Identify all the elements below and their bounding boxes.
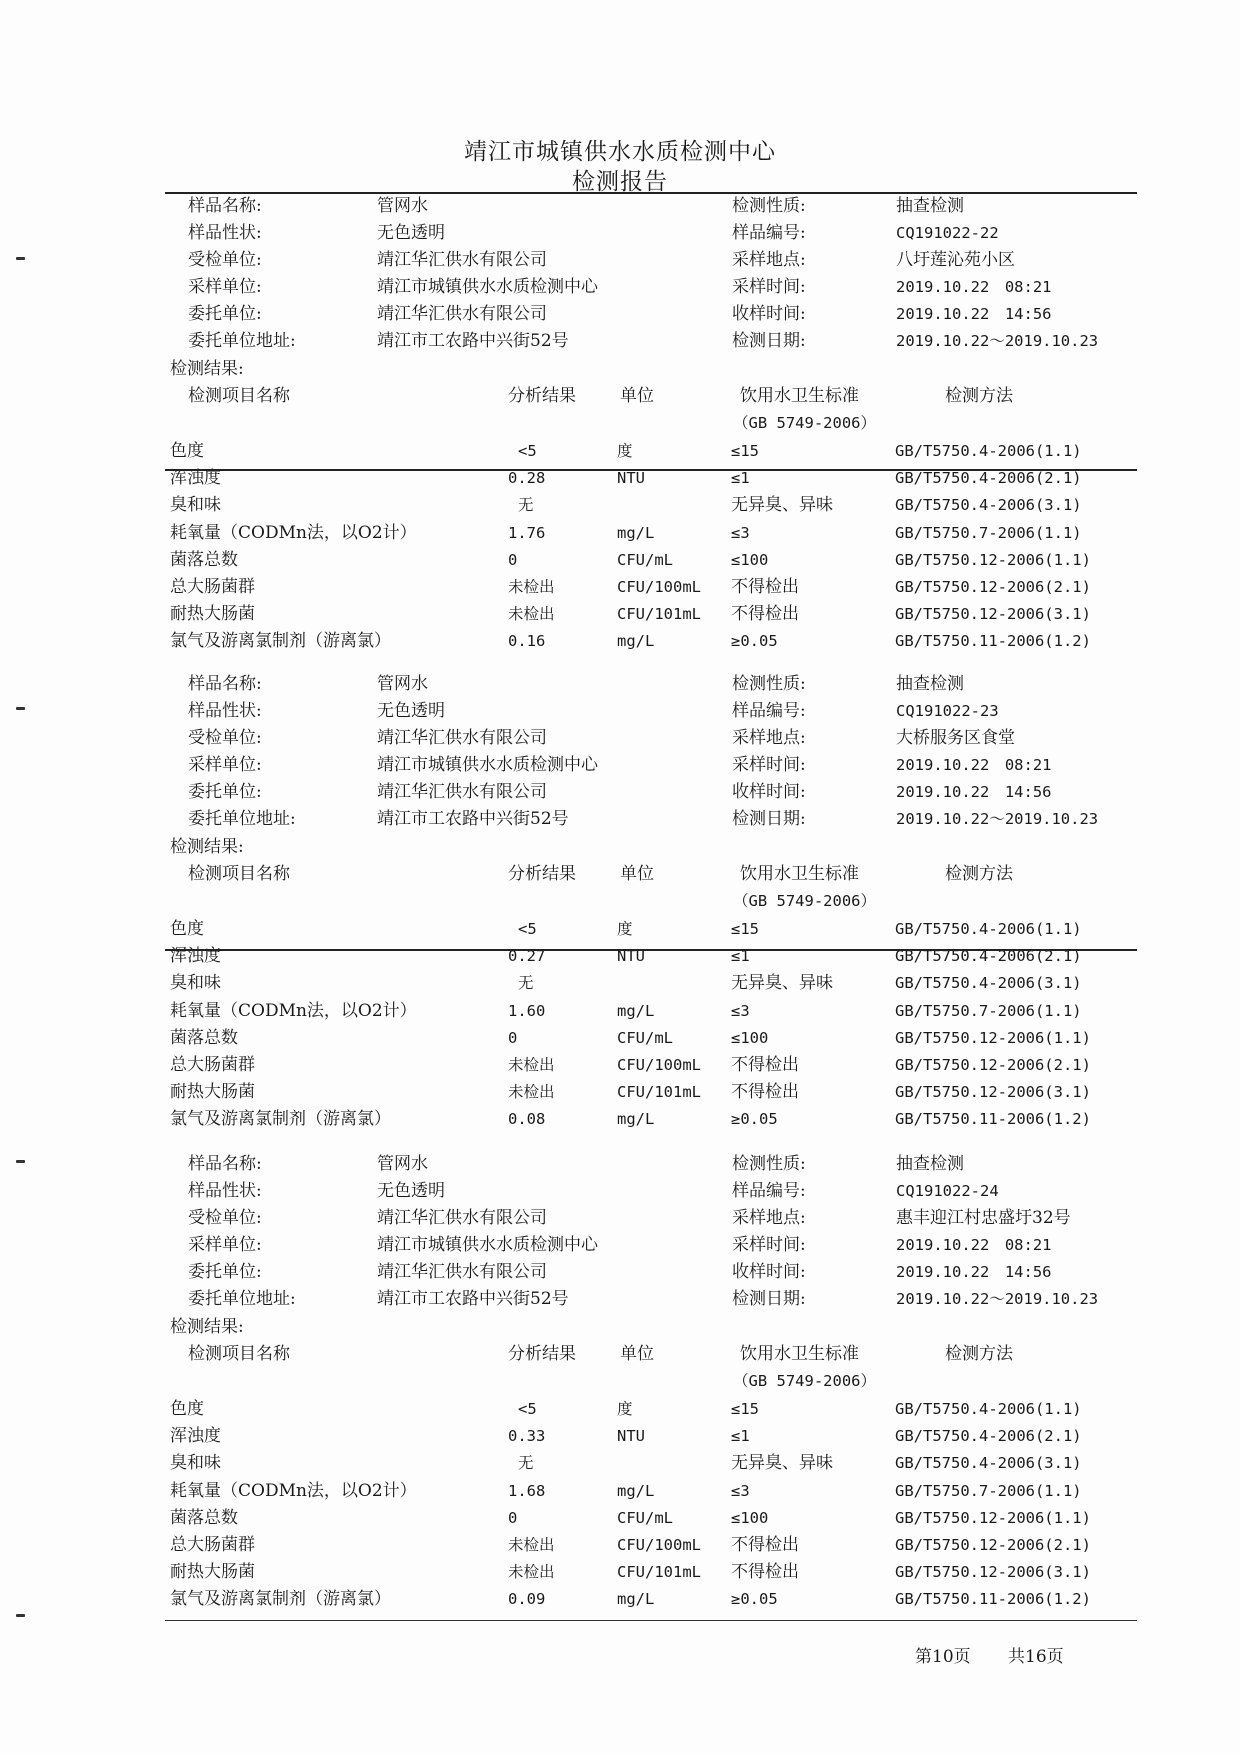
- report-org-title: 靖江市城镇供水水质检测中心: [464, 139, 776, 165]
- cell-standard: 无异臭、异味: [731, 1453, 833, 1474]
- cell-item: 氯气及游离氯制剂（游离氯）: [170, 1109, 391, 1130]
- info-value-sampling-site: 惠丰迎江村忠盛圩32号: [896, 1208, 1071, 1228]
- info-value-sampling-unit: 靖江市城镇供水水质检测中心: [377, 277, 598, 297]
- cell-method: GB/T5750.11-2006(1.2): [895, 1110, 1091, 1129]
- info-value-sampling-site: 大桥服务区食堂: [896, 728, 1015, 748]
- report-doc-title: 检测报告: [572, 169, 668, 195]
- cell-method: GB/T5750.4-2006(2.1): [895, 1427, 1082, 1446]
- info-value-sampling-unit: 靖江市城镇供水水质检测中心: [377, 755, 598, 775]
- info-value-sample-name: 管网水: [377, 1154, 428, 1174]
- cell-standard: ≥0.05: [731, 1590, 778, 1609]
- column-header-method: 检测方法: [945, 1344, 1013, 1364]
- column-header-standard-sub: （GB 5749-2006）: [733, 414, 876, 432]
- cell-method: GB/T5750.4-2006(1.1): [895, 442, 1082, 460]
- info-value-receive-time: 2019.10.22 14:56: [896, 1263, 1052, 1281]
- cell-result: 未检出: [508, 1083, 555, 1102]
- cell-standard: ≤100: [731, 1028, 769, 1047]
- sample-block: [0, 0, 1240, 652]
- cell-method: GB/T5750.12-2006(3.1): [895, 1083, 1091, 1102]
- info-label-sample-name: 样品名称:: [188, 674, 262, 694]
- info-value-client-address: 靖江市工农路中兴街52号: [377, 809, 569, 829]
- info-label-sampling-site: 采样地点:: [732, 728, 806, 748]
- cell-standard: ≤3: [731, 523, 750, 542]
- cell-item: 色度: [170, 441, 204, 461]
- cell-result: 未检出: [508, 1563, 555, 1582]
- cell-standard: ≥0.05: [731, 1110, 778, 1129]
- info-value-sample-state: 无色透明: [377, 223, 445, 243]
- info-label-sample-name: 样品名称:: [188, 196, 262, 216]
- cell-item: 浑浊度: [170, 1426, 221, 1447]
- info-label-client-address: 委托单位地址:: [188, 331, 296, 351]
- info-label-test-date: 检测日期:: [732, 1289, 806, 1309]
- cell-result: 无: [518, 496, 534, 515]
- cell-method: GB/T5750.12-2006(1.1): [895, 550, 1091, 569]
- cell-method: GB/T5750.4-2006(1.1): [895, 920, 1082, 938]
- info-value-sample-no: CQ191022-22: [896, 224, 999, 242]
- cell-unit: mg/L: [617, 1110, 655, 1129]
- info-value-sampling-site: 八圩莲沁苑小区: [896, 250, 1015, 270]
- cell-item: 臭和味: [170, 495, 221, 516]
- column-header-standard: 饮用水卫生标准: [740, 386, 859, 406]
- cell-method: GB/T5750.12-2006(3.1): [895, 605, 1091, 624]
- info-label-client-unit: 委托单位:: [188, 1262, 262, 1282]
- cell-item: 耐热大肠菌: [170, 604, 255, 625]
- cell-unit: CFU/100mL: [617, 578, 701, 596]
- cell-result: 0: [508, 1508, 518, 1527]
- info-value-inspected-unit: 靖江华汇供水有限公司: [377, 250, 547, 270]
- cell-standard: ≥0.05: [731, 632, 778, 651]
- info-label-client-unit: 委托单位:: [188, 782, 262, 802]
- info-value-receive-time: 2019.10.22 14:56: [896, 783, 1052, 801]
- cell-standard: ≤15: [731, 1400, 759, 1418]
- info-value-sample-no: CQ191022-24: [896, 1182, 999, 1200]
- info-label-sampling-time: 采样时间:: [732, 277, 806, 297]
- cell-item: 耗氧量（CODMn法，以O2计）: [170, 1000, 417, 1021]
- column-header-standard-sub: （GB 5749-2006）: [733, 1372, 876, 1390]
- cell-result: 无: [518, 1454, 534, 1473]
- cell-unit: mg/L: [617, 1001, 655, 1020]
- block-separator-rule: [165, 949, 1137, 951]
- cell-standard: ≤100: [731, 550, 769, 569]
- info-label-sampling-site: 采样地点:: [732, 1208, 806, 1228]
- cell-unit: CFU/100mL: [617, 1056, 701, 1074]
- cell-method: GB/T5750.12-2006(1.1): [895, 1028, 1091, 1047]
- info-label-receive-time: 收样时间:: [732, 304, 806, 324]
- cell-item: 臭和味: [170, 973, 221, 994]
- cell-method: GB/T5750.4-2006(3.1): [895, 1454, 1082, 1473]
- cell-standard: 不得检出: [731, 1082, 799, 1103]
- column-header-item: 检测项目名称: [188, 1344, 290, 1364]
- cell-item: 总大肠菌群: [170, 1055, 255, 1075]
- footer-rule: [165, 1620, 1137, 1621]
- column-header-standard: 饮用水卫生标准: [740, 1344, 859, 1364]
- info-label-test-nature: 检测性质:: [732, 196, 806, 216]
- info-value-inspected-unit: 靖江华汇供水有限公司: [377, 728, 547, 748]
- column-header-item: 检测项目名称: [188, 864, 290, 884]
- cell-item: 氯气及游离氯制剂（游离氯）: [170, 1589, 391, 1610]
- cell-standard: 无异臭、异味: [731, 495, 833, 516]
- info-value-inspected-unit: 靖江华汇供水有限公司: [377, 1208, 547, 1228]
- info-value-sample-no: CQ191022-23: [896, 702, 999, 720]
- column-header-unit: 单位: [620, 1344, 654, 1364]
- cell-method: GB/T5750.11-2006(1.2): [895, 1590, 1091, 1609]
- cell-item: 耗氧量（CODMn法，以O2计）: [170, 1480, 417, 1501]
- cell-unit: 度: [617, 1400, 633, 1418]
- info-label-sampling-unit: 采样单位:: [188, 755, 262, 775]
- cell-method: GB/T5750.12-2006(1.1): [895, 1508, 1091, 1527]
- info-label-client-unit: 委托单位:: [188, 304, 262, 324]
- cell-item: 耗氧量（CODMn法，以O2计）: [170, 522, 417, 543]
- cell-item: 色度: [170, 1399, 204, 1419]
- cell-method: GB/T5750.7-2006(1.1): [895, 1001, 1082, 1020]
- cell-item: 色度: [170, 919, 204, 939]
- cell-method: GB/T5750.4-2006(2.1): [895, 947, 1082, 966]
- info-label-sampling-site: 采样地点:: [732, 250, 806, 270]
- info-value-receive-time: 2019.10.22 14:56: [896, 305, 1052, 323]
- column-header-standard-sub: （GB 5749-2006）: [733, 892, 876, 910]
- info-label-client-address: 委托单位地址:: [188, 809, 296, 829]
- cell-unit: CFU/101mL: [617, 605, 701, 624]
- cell-item: 菌落总数: [170, 1027, 238, 1048]
- cell-item: 臭和味: [170, 1453, 221, 1474]
- cell-standard: ≤3: [731, 1481, 750, 1500]
- cell-item: 耐热大肠菌: [170, 1562, 255, 1583]
- cell-result: 0.08: [508, 1110, 546, 1129]
- cell-result: 未检出: [508, 605, 555, 624]
- cell-result: 0.16: [508, 632, 546, 651]
- info-value-test-nature: 抽查检测: [896, 674, 964, 694]
- column-header-result: 分析结果: [508, 386, 576, 406]
- info-label-test-nature: 检测性质:: [732, 1154, 806, 1174]
- info-value-client-address: 靖江市工农路中兴街52号: [377, 331, 569, 351]
- info-label-test-nature: 检测性质:: [732, 674, 806, 694]
- cell-standard: ≤1: [731, 1427, 750, 1446]
- info-label-sample-state: 样品性状:: [188, 701, 262, 721]
- cell-item: 浑浊度: [170, 468, 221, 489]
- cell-item: 菌落总数: [170, 1507, 238, 1528]
- cell-result: 未检出: [508, 1056, 555, 1074]
- info-value-sample-name: 管网水: [377, 674, 428, 694]
- results-label: 检测结果:: [170, 359, 244, 379]
- info-label-inspected-unit: 受检单位:: [188, 728, 262, 748]
- cell-standard: 不得检出: [731, 577, 799, 597]
- info-value-sampling-time: 2019.10.22 08:21: [896, 278, 1052, 296]
- cell-method: GB/T5750.4-2006(3.1): [895, 496, 1082, 515]
- cell-method: GB/T5750.12-2006(2.1): [895, 1536, 1091, 1554]
- info-label-sampling-unit: 采样单位:: [188, 277, 262, 297]
- cell-result: 1.76: [508, 523, 546, 542]
- cell-unit: 度: [617, 920, 633, 938]
- cell-standard: ≤3: [731, 1001, 750, 1020]
- cell-result: 1.68: [508, 1481, 546, 1500]
- info-value-test-nature: 抽查检测: [896, 1154, 964, 1174]
- cell-standard: 不得检出: [731, 1562, 799, 1583]
- column-header-item: 检测项目名称: [188, 386, 290, 406]
- cell-result: 0.33: [508, 1427, 546, 1446]
- info-label-test-date: 检测日期:: [732, 331, 806, 351]
- info-label-sample-state: 样品性状:: [188, 1181, 262, 1201]
- info-value-client-unit: 靖江华汇供水有限公司: [377, 782, 547, 802]
- cell-unit: NTU: [617, 947, 645, 966]
- info-value-sample-state: 无色透明: [377, 1181, 445, 1201]
- cell-result: 0: [508, 550, 518, 569]
- cell-method: GB/T5750.4-2006(1.1): [895, 1400, 1082, 1418]
- cell-result: 0.27: [508, 947, 546, 966]
- info-value-test-date: 2019.10.22～2019.10.23: [896, 332, 1099, 350]
- cell-method: GB/T5750.12-2006(2.1): [895, 578, 1091, 596]
- cell-method: GB/T5750.7-2006(1.1): [895, 523, 1082, 542]
- cell-result: 0: [508, 1028, 518, 1047]
- cell-item: 总大肠菌群: [170, 577, 255, 597]
- cell-unit: CFU/mL: [617, 1028, 673, 1047]
- column-header-result: 分析结果: [508, 1344, 576, 1364]
- cell-result: <5: [518, 1400, 537, 1418]
- column-header-unit: 单位: [620, 386, 654, 406]
- cell-unit: mg/L: [617, 1481, 655, 1500]
- cell-unit: CFU/mL: [617, 550, 673, 569]
- info-label-receive-time: 收样时间:: [732, 782, 806, 802]
- info-label-sample-no: 样品编号:: [732, 1181, 806, 1201]
- cell-result: <5: [518, 442, 537, 460]
- block-separator-rule: [165, 469, 1137, 471]
- info-label-sample-no: 样品编号:: [732, 223, 806, 243]
- cell-unit: 度: [617, 442, 633, 460]
- info-label-sample-no: 样品编号:: [732, 701, 806, 721]
- info-label-test-date: 检测日期:: [732, 809, 806, 829]
- cell-method: GB/T5750.12-2006(3.1): [895, 1563, 1091, 1582]
- info-label-inspected-unit: 受检单位:: [188, 1208, 262, 1228]
- cell-standard: 不得检出: [731, 1055, 799, 1075]
- cell-item: 耐热大肠菌: [170, 1082, 255, 1103]
- info-value-test-date: 2019.10.22～2019.10.23: [896, 1290, 1099, 1308]
- cell-item: 氯气及游离氯制剂（游离氯）: [170, 631, 391, 652]
- column-header-unit: 单位: [620, 864, 654, 884]
- cell-method: GB/T5750.7-2006(1.1): [895, 1481, 1082, 1500]
- cell-item: 浑浊度: [170, 946, 221, 967]
- info-value-client-unit: 靖江华汇供水有限公司: [377, 304, 547, 324]
- info-label-sample-name: 样品名称:: [188, 1154, 262, 1174]
- column-header-result: 分析结果: [508, 864, 576, 884]
- results-label: 检测结果:: [170, 1317, 244, 1337]
- cell-standard: ≤1: [731, 469, 750, 488]
- info-value-sample-state: 无色透明: [377, 701, 445, 721]
- info-value-test-nature: 抽查检测: [896, 196, 964, 216]
- cell-result: 0.09: [508, 1590, 546, 1609]
- cell-unit: CFU/100mL: [617, 1536, 701, 1554]
- sample-block: [0, 478, 1240, 1130]
- cell-standard: 无异臭、异味: [731, 973, 833, 994]
- column-header-method: 检测方法: [945, 386, 1013, 406]
- cell-unit: mg/L: [617, 632, 655, 651]
- cell-unit: CFU/101mL: [617, 1083, 701, 1102]
- info-value-test-date: 2019.10.22～2019.10.23: [896, 810, 1099, 828]
- cell-item: 菌落总数: [170, 549, 238, 570]
- cell-unit: CFU/101mL: [617, 1563, 701, 1582]
- cell-unit: mg/L: [617, 1590, 655, 1609]
- sample-block: [0, 958, 1240, 1610]
- info-label-sampling-time: 采样时间:: [732, 755, 806, 775]
- cell-standard: 不得检出: [731, 1535, 799, 1555]
- info-label-sample-state: 样品性状:: [188, 223, 262, 243]
- cell-result: 0.28: [508, 469, 546, 488]
- info-value-sampling-unit: 靖江市城镇供水水质检测中心: [377, 1235, 598, 1255]
- cell-result: 无: [518, 974, 534, 993]
- cell-result: 未检出: [508, 1536, 555, 1554]
- cell-result: 1.60: [508, 1001, 546, 1020]
- cell-standard: 不得检出: [731, 604, 799, 625]
- binding-hole-mark: [16, 1614, 25, 1617]
- info-value-client-unit: 靖江华汇供水有限公司: [377, 1262, 547, 1282]
- results-label: 检测结果:: [170, 837, 244, 857]
- cell-standard: ≤15: [731, 442, 759, 460]
- info-label-sampling-time: 采样时间:: [732, 1235, 806, 1255]
- cell-standard: ≤100: [731, 1508, 769, 1527]
- info-label-inspected-unit: 受检单位:: [188, 250, 262, 270]
- info-label-client-address: 委托单位地址:: [188, 1289, 296, 1309]
- cell-method: GB/T5750.4-2006(2.1): [895, 469, 1082, 488]
- cell-standard: ≤15: [731, 920, 759, 938]
- cell-unit: mg/L: [617, 523, 655, 542]
- info-label-receive-time: 收样时间:: [732, 1262, 806, 1282]
- cell-unit: NTU: [617, 469, 645, 488]
- column-header-method: 检测方法: [945, 864, 1013, 884]
- info-value-sample-name: 管网水: [377, 196, 428, 216]
- column-header-standard: 饮用水卫生标准: [740, 864, 859, 884]
- cell-method: GB/T5750.4-2006(3.1): [895, 974, 1082, 993]
- cell-unit: CFU/mL: [617, 1508, 673, 1527]
- info-value-client-address: 靖江市工农路中兴街52号: [377, 1289, 569, 1309]
- page-total: 共16页: [1008, 1647, 1064, 1667]
- cell-standard: ≤1: [731, 947, 750, 966]
- cell-unit: NTU: [617, 1427, 645, 1446]
- info-value-sampling-time: 2019.10.22 08:21: [896, 756, 1052, 774]
- cell-result: 未检出: [508, 578, 555, 596]
- info-value-sampling-time: 2019.10.22 08:21: [896, 1236, 1052, 1254]
- cell-method: GB/T5750.11-2006(1.2): [895, 632, 1091, 651]
- cell-item: 总大肠菌群: [170, 1535, 255, 1555]
- cell-result: <5: [518, 920, 537, 938]
- page-number: 第10页: [915, 1647, 971, 1667]
- cell-method: GB/T5750.12-2006(2.1): [895, 1056, 1091, 1074]
- info-label-sampling-unit: 采样单位:: [188, 1235, 262, 1255]
